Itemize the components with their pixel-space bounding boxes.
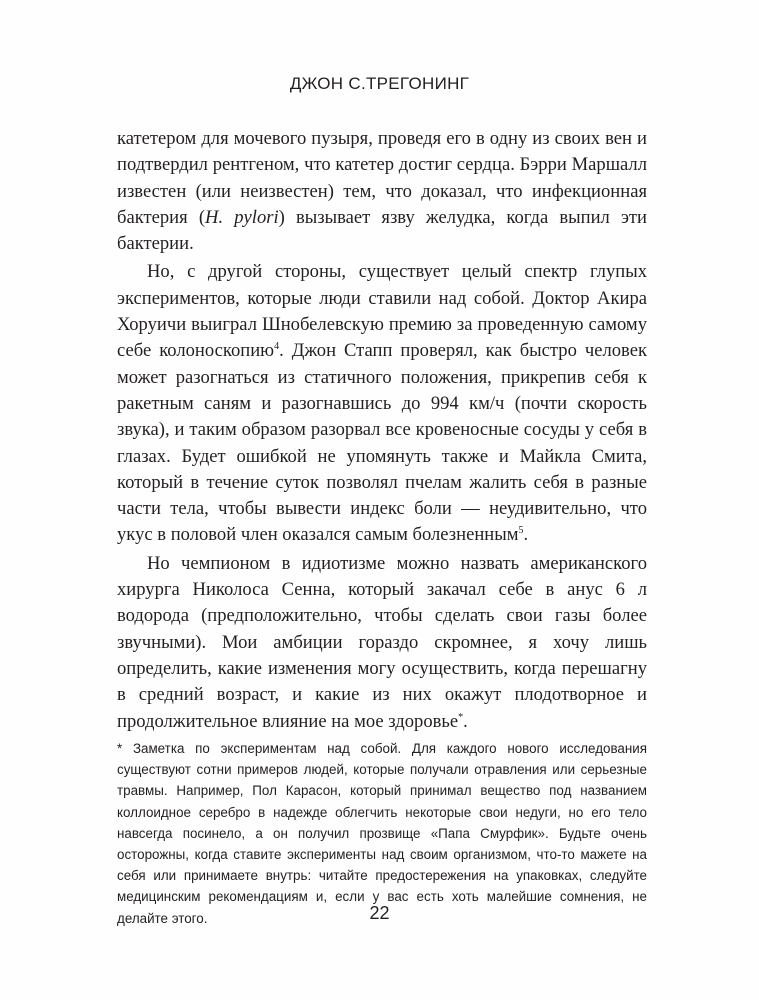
paragraph-2	[117, 259, 647, 548]
running-head: ДЖОН С.ТРЕГОНИНГ	[289, 74, 470, 93]
endnote-ref-5: 5	[518, 525, 524, 537]
paragraph-1-text-b: ) вызывает язву желудка, когда выпил эти бактерии.	[117, 206, 647, 255]
paragraph-2-text-b: . Джон Стапп проверял, как быстро человек может разогнаться из статичного положения, прикрепив себя к ракетным саням и разогнавшись до 994 км/ч (почти скорость звука), и таким образом разорвал все кровеносные сосуды у себя в глазах. Будет ошибкой не упомянуть также и Майкла Смита, который в течение суток позволял пчелам жалить себя в разные части тела, чтобы вывести индекс боли — неудивительно, что укус в половой член оказался самым болезненным	[117, 340, 647, 546]
endnote-ref-4: 4	[274, 341, 280, 353]
italic-term: H. pylori	[205, 206, 279, 228]
footnote: * Заметка по экспериментам над собой. Для каждого нового исследования существуют сотни примеров людей, которые получали отравления или серьезные травмы. Например, Пол Карасон, который принимал вещество под названием коллоидное серебро в надежде облегчить некоторые свои недуги, но его тело навсегда посинело, а он получил прозвище «Папа Смурфик». Будьте очень осторожны, когда ставите эксперименты над своим организмом, что-то мажете на себя или принимаете внутрь: читайте предостережения на упаковках, следуйте медицинским рекомендациям и, если у вас есть хоть малейшие сомнения, не делайте этого.	[117, 741, 647, 926]
paragraph-2-text-c: .	[523, 524, 529, 546]
body-text	[117, 126, 647, 735]
footnote-mark: *	[458, 711, 464, 723]
paragraph-3-text: Но чемпионом в идиотизме можно назвать американского хирурга Николоса Сенна, который закачал себе в анус 6 л водорода (предположительно, чтобы сделать свои газы более звучными). Мои амбиции гораздо скромнее, я хочу лишь определить, какие изменения могу осуществить, когда перешагну в средний возраст, и какие из них окажут плодотворное и продолжительное влияние на мое здоровье	[117, 552, 647, 732]
page-number: 22	[369, 903, 390, 923]
paragraph-2-text-a: Но, с другой стороны, существует целый спектр глупых экспериментов, которые люди ставили над собой. Доктор Акира Хоруичи выиграл Шнобелевскую премию за проведенную самому себе колоноскопию	[117, 261, 647, 362]
paragraph-3	[117, 551, 647, 735]
paragraph-3-end: .	[463, 710, 468, 732]
paragraph-1	[117, 126, 647, 257]
paragraph-1-text-a: катетером для мочевого пузыря, проведя его в одну из своих вен и подтвердил рентгеном, что катетер достиг сердца. Бэрри Маршалл известен (или неизвестен) тем, что доказал, что инфекционная бактерия (	[117, 128, 647, 228]
